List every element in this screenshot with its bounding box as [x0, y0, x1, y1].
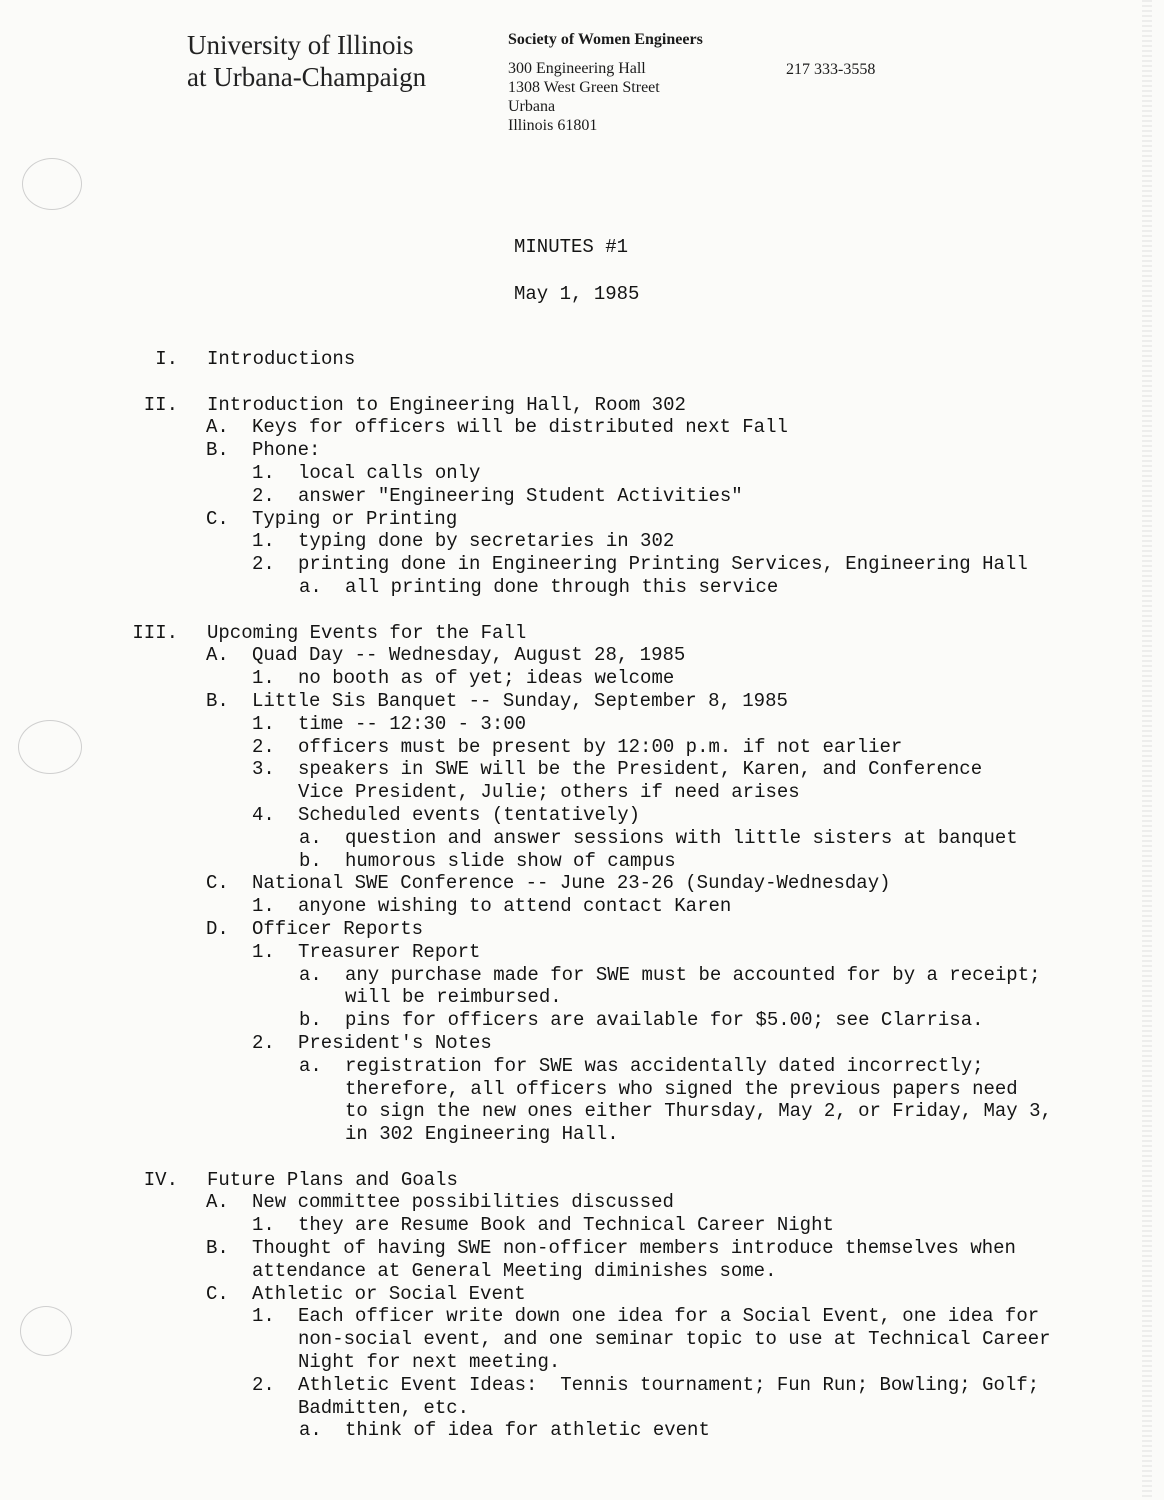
- phone-number: 217 333-3558: [786, 61, 876, 78]
- outline-item: [0, 348, 1164, 371]
- outline-label: C.: [206, 507, 229, 530]
- outline-item: [0, 508, 1164, 531]
- outline-label: IV.: [143, 1168, 178, 1191]
- outline-label: 4.: [252, 803, 275, 826]
- outline-text: Future Plans and Goals: [207, 1168, 458, 1191]
- outline-label: a.: [299, 826, 322, 849]
- outline-label: C.: [206, 1282, 229, 1305]
- outline-text: Little Sis Banquet -- Sunday, September 8, 1985: [252, 689, 788, 712]
- outline-item: [0, 1237, 1164, 1260]
- outline-text: anyone wishing to attend contact Karen: [298, 895, 732, 918]
- outline-text: therefore, all officers who signed the previous papers need: [345, 1077, 1018, 1100]
- outline-text: President's Notes: [298, 1031, 492, 1054]
- outline-item: [0, 850, 1164, 873]
- outline-label: 1.: [252, 1214, 275, 1237]
- outline-item: [0, 644, 1164, 667]
- outline-label: II.: [143, 393, 178, 416]
- outline-item: [0, 1009, 1164, 1032]
- outline-item: [0, 485, 1164, 508]
- outline-text: to sign the new ones either Thursday, May 2, or Friday, May 3,: [345, 1100, 1052, 1123]
- blank-line: [0, 599, 1164, 622]
- outline-text: Introductions: [207, 348, 356, 370]
- address-line: Illinois 61801: [508, 117, 598, 134]
- document-title: MINUTES #1: [514, 236, 629, 258]
- address-line: 1308 West Green Street: [508, 79, 660, 96]
- outline-label: a.: [299, 1419, 322, 1442]
- outline-label: a.: [299, 1054, 322, 1077]
- outline-item: [0, 1055, 1164, 1078]
- outline-label: 1.: [252, 530, 275, 553]
- outline-text: Quad Day -- Wednesday, August 28, 1985: [252, 644, 686, 667]
- outline-label: 2.: [252, 553, 275, 576]
- outline-label: B.: [206, 439, 229, 462]
- outline-item: [0, 530, 1164, 553]
- outline-label: 2.: [252, 1373, 275, 1396]
- outline-item: [0, 1305, 1164, 1328]
- blank-line: [0, 371, 1164, 394]
- outline-text: Athletic Event Ideas: Tennis tournament; Fun Run; Bowling; Golf;: [298, 1373, 1040, 1396]
- outline-text: Introduction to Engineering Hall, Room 302: [207, 393, 686, 416]
- outline-label: B.: [206, 1237, 229, 1260]
- outline-text: think of idea for athletic event: [345, 1419, 710, 1442]
- university-line-1: University of Illinois: [187, 30, 414, 60]
- outline-label: 1.: [252, 940, 275, 963]
- outline-item: [0, 964, 1164, 987]
- address-line: Urbana: [508, 98, 556, 115]
- organization-name: Society of Women Engineers: [508, 31, 703, 48]
- outline-text: no booth as of yet; ideas welcome: [298, 667, 675, 690]
- outline-text: Badmitten, etc.: [298, 1396, 470, 1419]
- outline-text: local calls only: [298, 461, 481, 484]
- outline-text: they are Resume Book and Technical Career Night: [298, 1214, 834, 1237]
- outline-label: A.: [206, 416, 229, 439]
- outline-item: [0, 781, 1164, 804]
- outline-text: all printing done through this service: [345, 575, 779, 598]
- outline-item: [0, 1283, 1164, 1306]
- outline-item: [0, 416, 1164, 439]
- outline-item: [0, 1078, 1164, 1101]
- outline-item: [0, 553, 1164, 576]
- outline-label: A.: [206, 644, 229, 667]
- outline-label: A.: [206, 1191, 229, 1214]
- outline-text: New committee possibilities discussed: [252, 1191, 674, 1214]
- outline-text: Keys for officers will be distributed next Fall: [252, 416, 788, 439]
- outline-label: b.: [299, 1009, 322, 1032]
- outline-label: 2.: [252, 484, 275, 507]
- outline-item: [0, 895, 1164, 918]
- outline-label: 1.: [252, 712, 275, 735]
- outline-label: 1.: [252, 461, 275, 484]
- outline-text: Vice President, Julie; others if need arises: [298, 781, 800, 804]
- outline-label: III.: [132, 621, 178, 644]
- outline-item: [0, 804, 1164, 827]
- outline-label: 2.: [252, 735, 275, 758]
- outline-label: D.: [206, 917, 229, 940]
- outline-label: 2.: [252, 1031, 275, 1054]
- outline-text: will be reimbursed.: [345, 986, 562, 1009]
- university-name: [187, 29, 426, 93]
- outline-text: registration for SWE was accidentally dated incorrectly;: [345, 1054, 984, 1077]
- outline-item: [0, 622, 1164, 645]
- outline-item: [0, 439, 1164, 462]
- outline-text: in 302 Engineering Hall.: [345, 1123, 619, 1146]
- outline-item: [0, 736, 1164, 759]
- outline-text: any purchase made for SWE must be accounted for by a receipt;: [345, 963, 1041, 986]
- outline-label: 3.: [252, 758, 275, 781]
- outline-item: [0, 1260, 1164, 1283]
- outline-text: attendance at General Meeting diminishes some.: [252, 1259, 777, 1282]
- blank-line: [0, 1146, 1164, 1169]
- outline-label: I.: [155, 348, 178, 370]
- document-date: May 1, 1985: [514, 283, 640, 305]
- outline-item: [0, 1374, 1164, 1397]
- outline-item: [0, 827, 1164, 850]
- outline-item: [0, 986, 1164, 1009]
- outline-text: Scheduled events (tentatively): [298, 803, 641, 826]
- outline-item: [0, 918, 1164, 941]
- outline-item: [0, 872, 1164, 895]
- outline-text: non-social event, and one seminar topic to use at Technical Career: [298, 1328, 1051, 1351]
- outline-item: [0, 1123, 1164, 1146]
- outline-text: Thought of having SWE non-officer members introduce themselves when: [252, 1237, 1016, 1260]
- outline-text: Night for next meeting.: [298, 1351, 561, 1374]
- outline-item: [0, 1191, 1164, 1214]
- outline-item: [0, 690, 1164, 713]
- outline-label: a.: [299, 575, 322, 598]
- outline-item: [0, 1169, 1164, 1192]
- outline-text: Phone:: [252, 439, 321, 462]
- outline-item: [0, 1419, 1164, 1442]
- outline-text: speakers in SWE will be the President, Karen, and Conference: [298, 758, 983, 781]
- outline-text: humorous slide show of campus: [345, 849, 676, 872]
- outline-label: b.: [299, 849, 322, 872]
- outline-text: Officer Reports: [252, 917, 424, 940]
- address-line: 300 Engineering Hall: [508, 60, 646, 77]
- outline-item: [0, 1214, 1164, 1237]
- outline-text: Athletic or Social Event: [252, 1282, 526, 1305]
- outline-item: [0, 1100, 1164, 1123]
- outline-label: 1.: [252, 895, 275, 918]
- outline-text: Each officer write down one idea for a Social Event, one idea for: [298, 1305, 1040, 1328]
- outline-text: typing done by secretaries in 302: [298, 530, 675, 553]
- outline-label: a.: [299, 963, 322, 986]
- punch-hole-mark: [22, 158, 82, 210]
- outline-text: pins for officers are available for $5.00; see Clarrisa.: [345, 1009, 984, 1032]
- outline-label: B.: [206, 689, 229, 712]
- outline-item: [0, 667, 1164, 690]
- outline-text: National SWE Conference -- June 23-26 (Sunday-Wednesday): [252, 872, 891, 895]
- outline-item: [0, 394, 1164, 417]
- outline-text: Typing or Printing: [252, 507, 458, 530]
- outline-label: C.: [206, 872, 229, 895]
- outline-text: Upcoming Events for the Fall: [207, 621, 527, 644]
- outline-item: [0, 758, 1164, 781]
- outline-item: [0, 713, 1164, 736]
- outline-item: [0, 941, 1164, 964]
- outline-label: 1.: [252, 1305, 275, 1328]
- university-line-2: at Urbana-Champaign: [187, 62, 427, 92]
- outline-item: [0, 1328, 1164, 1351]
- outline-text: time -- 12:30 - 3:00: [298, 712, 527, 735]
- outline-item: [0, 1032, 1164, 1055]
- outline-item: [0, 1397, 1164, 1420]
- outline-text: answer "Engineering Student Activities": [298, 484, 743, 507]
- outline-item: [0, 462, 1164, 485]
- organization-block: [508, 30, 703, 135]
- outline-item: [0, 1351, 1164, 1374]
- outline-text: Treasurer Report: [298, 940, 481, 963]
- outline-text: officers must be present by 12:00 p.m. if not earlier: [298, 735, 903, 758]
- outline-text: question and answer sessions with little sisters at banquet: [345, 826, 1018, 849]
- minutes-outline: [0, 348, 1164, 1442]
- outline-label: 1.: [252, 667, 275, 690]
- outline-text: printing done in Engineering Printing Services, Engineering Hall: [298, 553, 1028, 576]
- outline-item: [0, 576, 1164, 599]
